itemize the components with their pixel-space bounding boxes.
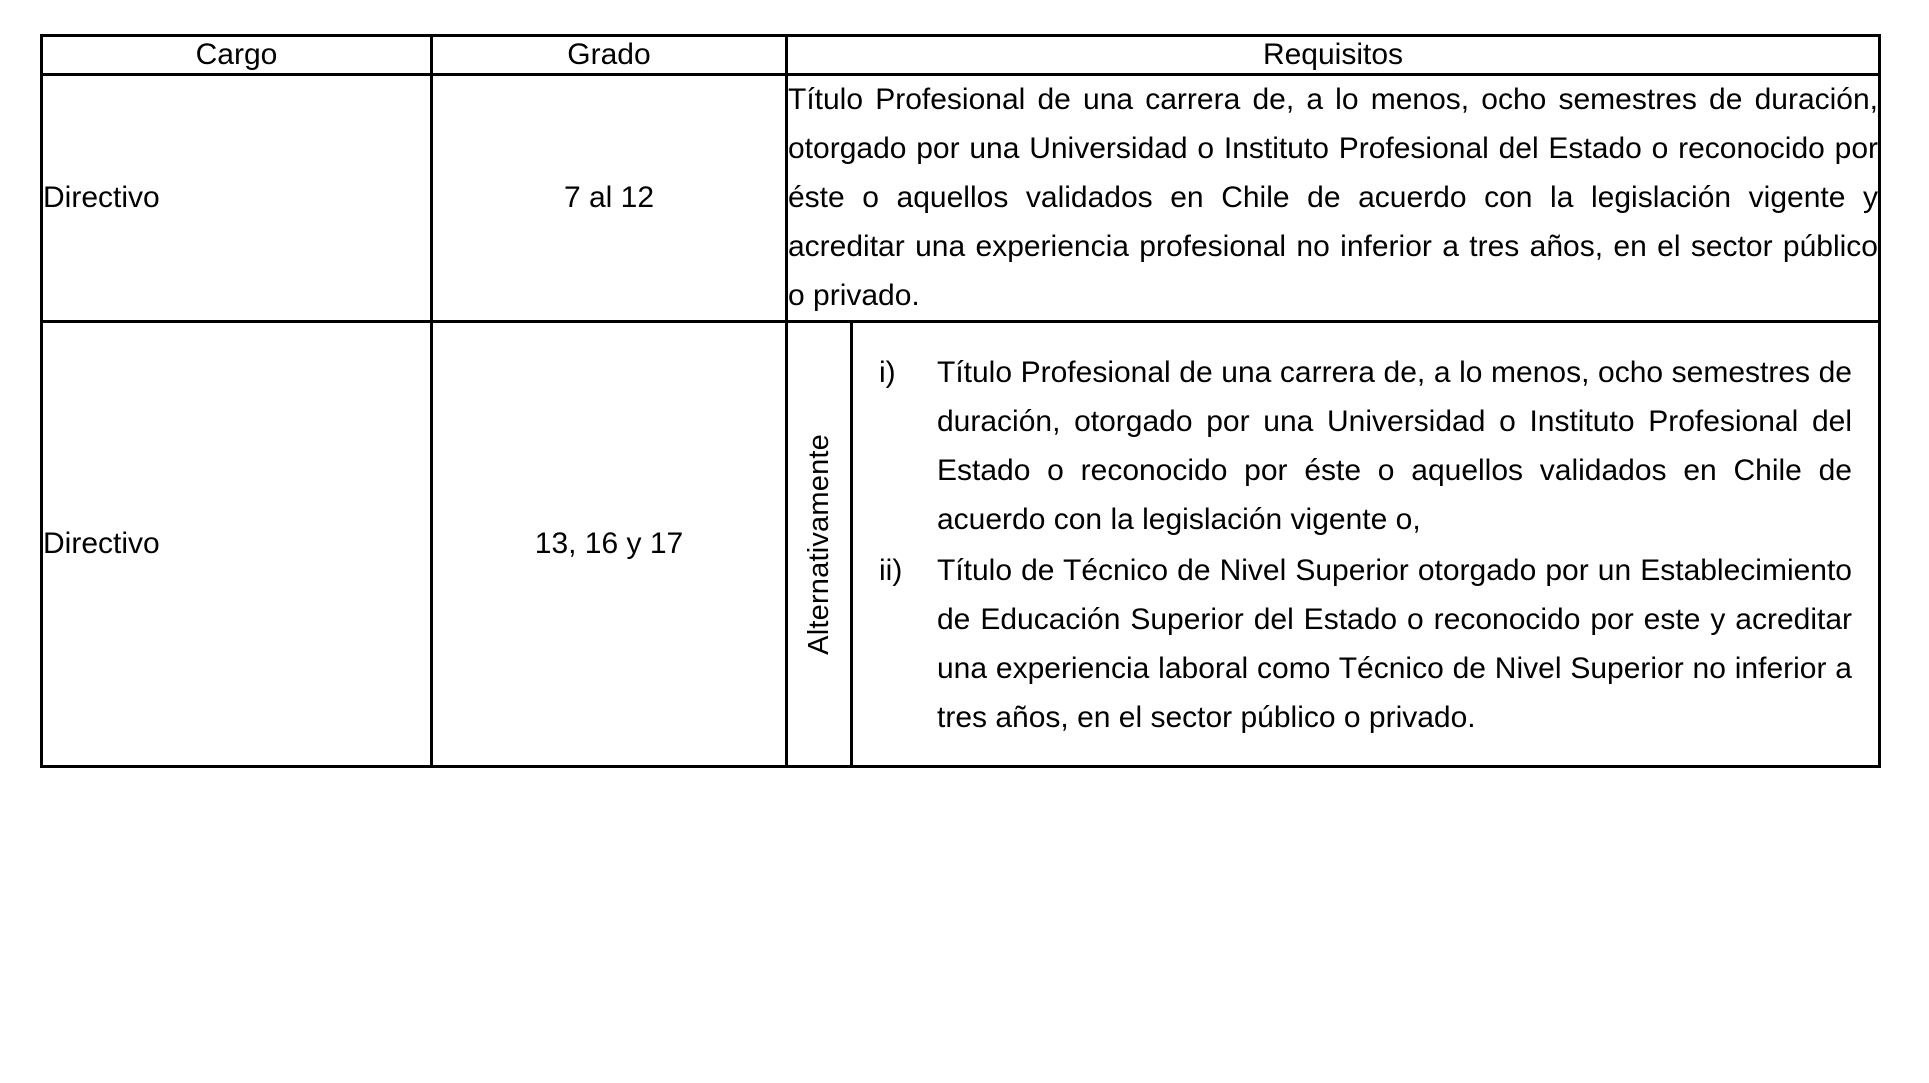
list-item-text-i: Título Profesional de una carrera de, a lo menos, ocho semestres de duración, otorgado por una Universidad o Instituto Profesional del Estado o reconocido por éste o aquellos validados en Chile de acuerdo con la legislación vigente o, (937, 356, 1852, 537)
alternative-items-list (879, 349, 1852, 742)
cell-grado-row2: 13, 16 y 17 (432, 322, 787, 766)
table-header-row (42, 36, 1880, 75)
cell-cargo-row2: Directivo (42, 322, 432, 766)
list-item (879, 547, 1852, 743)
requirements-table-container (40, 34, 1878, 768)
alternative-block (788, 323, 1878, 764)
cell-grado-row1: 7 al 12 (432, 75, 787, 322)
cell-requisitos-row1 (787, 75, 1880, 322)
list-item-text-ii: Título de Técnico de Nivel Superior otorgado por un Establecimiento de Educación Superior del Estado o reconocido por este y acreditar una experiencia laboral como Técnico de Nivel Superior no inferior a tres años, en el sector público o privado. (937, 554, 1852, 734)
requirements-table (40, 34, 1881, 768)
header-grado: Grado (432, 36, 787, 75)
cell-requisitos-row2 (787, 322, 1880, 766)
alternative-label-column (788, 323, 853, 764)
table-row (42, 75, 1880, 322)
alternative-items-column (853, 323, 1878, 764)
table-row (42, 322, 1880, 766)
list-item-marker-i: i) (879, 356, 896, 390)
requisitos-paragraph-row1: Título Profesional de una carrera de, a lo menos, ocho semestres de duración, otorgado por una Universidad o Instituto Profesional del Estado o reconocido por éste o aquellos validados en Chile de acuerdo con la legislación vigente y acreditar una experiencia profesional no inferior a tres años, en el sector público o privado. (788, 83, 1878, 312)
header-requisitos: Requisitos (787, 36, 1880, 75)
list-item-marker-ii: ii) (879, 554, 903, 588)
cell-cargo-row1: Directivo (42, 75, 432, 322)
alternative-label: Alternativamente (802, 433, 835, 655)
header-cargo: Cargo (42, 36, 432, 75)
list-item (879, 349, 1852, 545)
